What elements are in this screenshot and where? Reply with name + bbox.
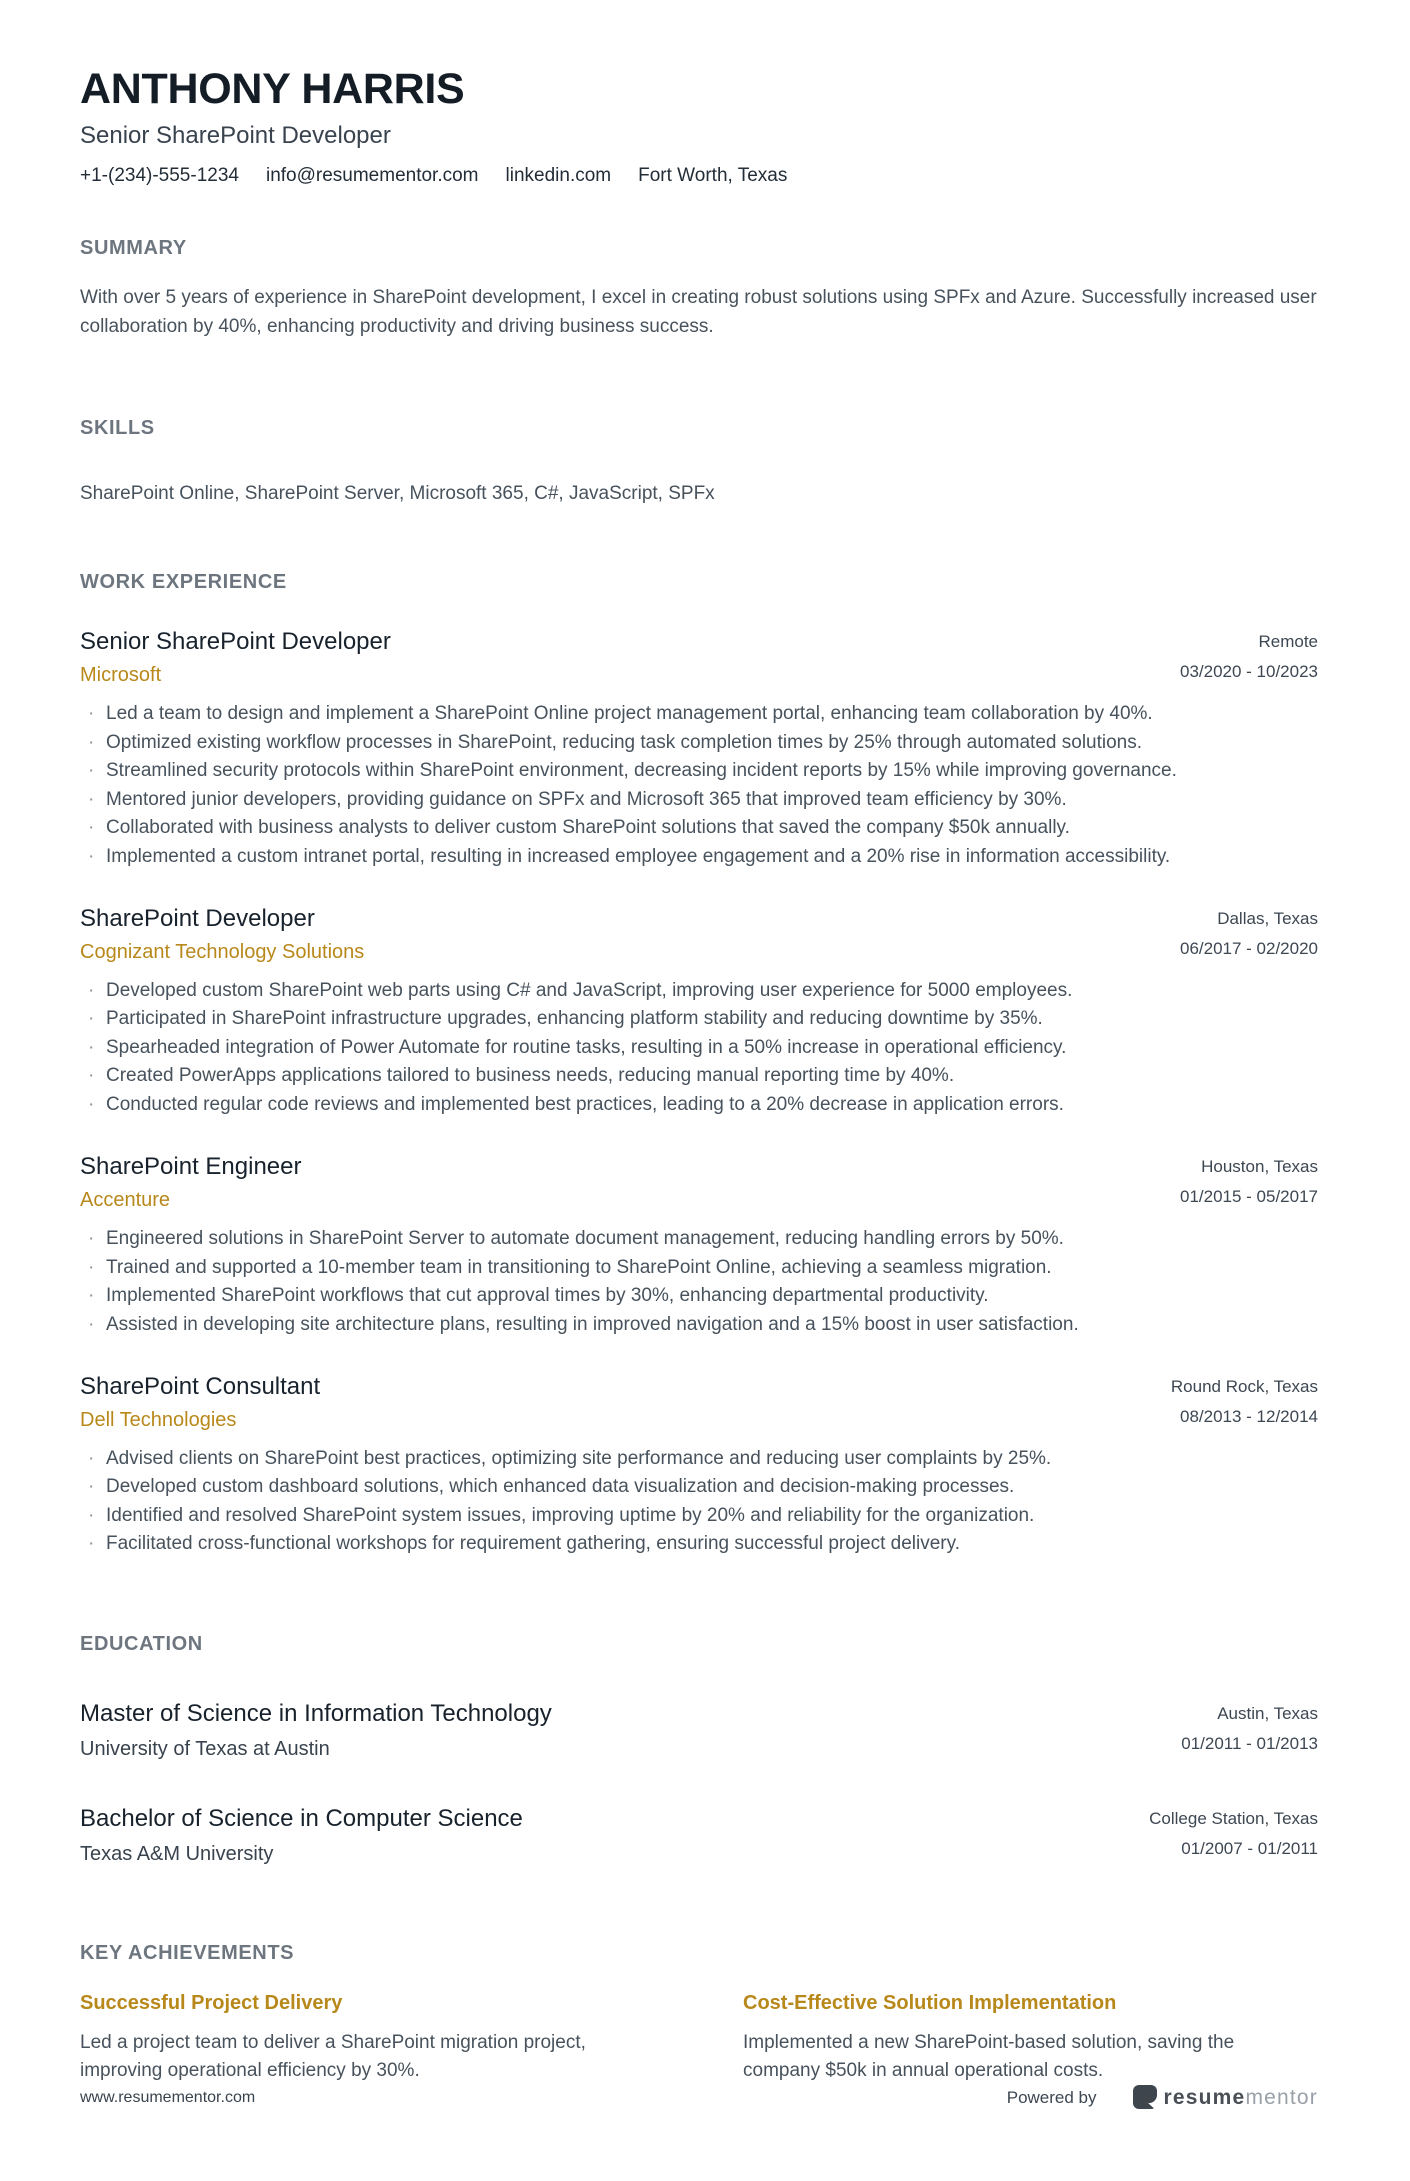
key-achievements-heading: KEY ACHIEVEMENTS xyxy=(80,1941,295,1964)
resumementor-logo-icon xyxy=(1133,2085,1157,2111)
job-entry xyxy=(80,628,1318,871)
job-dates: 08/2013 - 12/2014 xyxy=(1179,1407,1318,1427)
bullet-item: · Created PowerApps applications tailored to business needs, reducing manual reporting time by 40%. xyxy=(80,1062,1318,1091)
bullet-item: · Developed custom dashboard solutions, which enhanced data visualization and decision-making processes. xyxy=(80,1473,1318,1502)
job-location: Houston, Texas xyxy=(1201,1157,1318,1177)
job-dates: 01/2015 - 05/2017 xyxy=(1179,1187,1318,1207)
candidate-name: ANTHONY HARRIS xyxy=(80,65,465,113)
bullet-item: · Trained and supported a 10-member team in transitioning to SharePoint Online, achieving a seamless migration. xyxy=(80,1254,1318,1283)
job-header-left xyxy=(80,628,391,687)
bullet-item: · Developed custom SharePoint web parts using C# and JavaScript, improving user experience for 5000 employees. xyxy=(80,977,1318,1006)
resumementor-logo-text xyxy=(1164,2086,1318,2110)
bullet-item: · Mentored junior developers, providing guidance on SPFx and Microsoft 365 that improved team efficiency by 30%. xyxy=(80,786,1318,815)
job-entry xyxy=(80,1373,1318,1559)
job-dates: 06/2017 - 02/2020 xyxy=(1179,939,1318,959)
job-title: SharePoint Consultant xyxy=(80,1373,321,1401)
job-header xyxy=(80,628,1318,687)
achievement-item xyxy=(80,1992,655,2085)
degree-title: Bachelor of Science in Computer Science xyxy=(80,1804,523,1832)
contact-row xyxy=(80,165,1318,187)
education-left xyxy=(80,1805,523,1866)
job-meta xyxy=(1180,628,1318,684)
achievement-text: Led a project team to deliver a SharePoint migration project, improving operational efficiency by 30%. xyxy=(80,2031,586,2081)
skills-heading: SKILLS xyxy=(80,417,155,440)
job-company: Cognizant Technology Solutions xyxy=(80,940,365,963)
bullet-item: · Implemented SharePoint workflows that cut approval times by 30%, enhancing departmental productivity. xyxy=(80,1282,1318,1311)
job-bullets xyxy=(80,700,1318,871)
education-location: College Station, Texas xyxy=(1149,1808,1318,1828)
job-meta xyxy=(1180,905,1318,961)
education-left xyxy=(80,1700,552,1761)
bullet-item: · Collaborated with business analysts to deliver custom SharePoint solutions that saved the company $50k annually. xyxy=(80,814,1318,843)
skills-list: SharePoint Online, SharePoint Server, Microsoft 365, C#, JavaScript, SPFx xyxy=(80,483,715,505)
job-header-left xyxy=(80,1153,301,1212)
achievement-title: Cost-Effective Solution Implementation xyxy=(743,1991,1117,2014)
logo-text-light: mentor xyxy=(1245,2085,1318,2109)
job-header xyxy=(80,1373,1318,1432)
education-dates: 01/2007 - 01/2011 xyxy=(1181,1838,1318,1858)
job-location: Round Rock, Texas xyxy=(1170,1377,1318,1397)
education-location: Austin, Texas xyxy=(1217,1703,1318,1723)
education-section xyxy=(80,1633,1318,1866)
achievement-text: Implemented a new SharePoint-based solution, saving the company $50k in annual operational costs. xyxy=(743,2031,1235,2081)
bullet-item: · Facilitated cross-functional workshops for requirement gathering, ensuring successful project delivery. xyxy=(80,1530,1318,1559)
resumementor-logo[interactable] xyxy=(1133,2085,1318,2111)
bullet-item: · Spearheaded integration of Power Automate for routine tasks, resulting in a 50% increase in operational efficiency. xyxy=(80,1034,1318,1063)
logo-text-bold: resume xyxy=(1163,2085,1246,2109)
bullet-item: · Implemented a custom intranet portal, resulting in increased employee engagement and a 20% rise in information accessibility. xyxy=(80,843,1318,872)
achievement-item xyxy=(743,1992,1318,2085)
job-header-left xyxy=(80,1373,320,1432)
degree-title: Master of Science in Information Technology xyxy=(80,1699,552,1727)
key-achievements-section xyxy=(80,1942,1318,2085)
job-meta xyxy=(1171,1373,1318,1429)
powered-by-label: Powered by xyxy=(1006,2087,1097,2107)
job-entry xyxy=(80,905,1318,1119)
bullet-item: · Engineered solutions in SharePoint Server to automate document management, reducing handling errors by 50%. xyxy=(80,1225,1318,1254)
summary-heading: SUMMARY xyxy=(80,237,187,260)
work-experience-heading: WORK EXPERIENCE xyxy=(80,571,287,594)
education-meta xyxy=(1149,1805,1318,1861)
education-meta xyxy=(1181,1700,1318,1756)
bullet-item: · Assisted in developing site architecture plans, resulting in improved navigation and a 15% boost in user satisfaction. xyxy=(80,1311,1318,1340)
job-entry xyxy=(80,1153,1318,1339)
bullet-item: · Conducted regular code reviews and implemented best practices, leading to a 20% decrease in application errors. xyxy=(80,1091,1318,1120)
job-title: SharePoint Engineer xyxy=(80,1153,302,1181)
contact-location: Fort Worth, Texas xyxy=(638,165,788,187)
job-dates: 03/2020 - 10/2023 xyxy=(1179,662,1318,682)
skills-section xyxy=(80,417,1318,505)
achievement-title: Successful Project Delivery xyxy=(80,1991,343,2014)
education-heading: EDUCATION xyxy=(80,1632,203,1655)
job-bullets xyxy=(80,977,1318,1120)
job-company: Dell Technologies xyxy=(80,1408,237,1431)
institution-name: University of Texas at Austin xyxy=(80,1737,330,1760)
page-footer xyxy=(80,2085,1318,2111)
contact-email[interactable]: info@resumementor.com xyxy=(265,165,479,187)
work-experience-section xyxy=(80,571,1318,1559)
candidate-job-title: Senior SharePoint Developer xyxy=(80,122,391,150)
footer-branding xyxy=(1007,2085,1318,2111)
job-meta xyxy=(1180,1153,1318,1209)
footer-website-link[interactable]: www.resumementor.com xyxy=(80,2088,256,2106)
job-company: Accenture xyxy=(80,1189,171,1212)
education-entry xyxy=(80,1805,1318,1866)
education-dates: 01/2011 - 01/2013 xyxy=(1181,1733,1318,1753)
summary-section xyxy=(80,237,1318,360)
bullet-item: · Streamlined security protocols within SharePoint environment, decreasing incident reports by 15% while improving governance. xyxy=(80,757,1318,786)
education-entry xyxy=(80,1700,1318,1761)
bullet-item: · Led a team to design and implement a SharePoint Online project management portal, enhancing team collaboration by 40%. xyxy=(80,700,1318,729)
resume-header xyxy=(80,66,1318,187)
job-title: Senior SharePoint Developer xyxy=(80,628,391,656)
achievements-grid xyxy=(80,1992,1318,2085)
bullet-item: · Identified and resolved SharePoint system issues, improving uptime by 20% and reliability for the organization. xyxy=(80,1502,1318,1531)
contact-phone[interactable]: +1-(234)-555-1234 xyxy=(80,165,239,187)
job-header xyxy=(80,905,1318,964)
job-bullets xyxy=(80,1445,1318,1559)
institution-name: Texas A&M University xyxy=(80,1842,274,1865)
job-location: Dallas, Texas xyxy=(1217,909,1318,929)
summary-text: With over 5 years of experience in SharePoint development, I excel in creating robust solutions using SPFx and Azure. Successfully increased user collaboration by 40%, enhancing productivity and driving business success. xyxy=(80,287,1317,338)
bullet-item: · Advised clients on SharePoint best practices, optimizing site performance and reducing user complaints by 25%. xyxy=(80,1445,1318,1474)
job-location: Remote xyxy=(1258,632,1318,652)
job-company: Microsoft xyxy=(80,664,162,687)
job-header xyxy=(80,1153,1318,1212)
bullet-item: · Participated in SharePoint infrastructure upgrades, enhancing platform stability and reducing downtime by 35%. xyxy=(80,1005,1318,1034)
job-header-left xyxy=(80,905,364,964)
contact-linkedin[interactable]: linkedin.com xyxy=(505,165,612,187)
job-bullets xyxy=(80,1225,1318,1339)
job-title: SharePoint Developer xyxy=(80,905,315,933)
bullet-item: · Optimized existing workflow processes in SharePoint, reducing task completion times by 25% through automated solutions. xyxy=(80,729,1318,758)
